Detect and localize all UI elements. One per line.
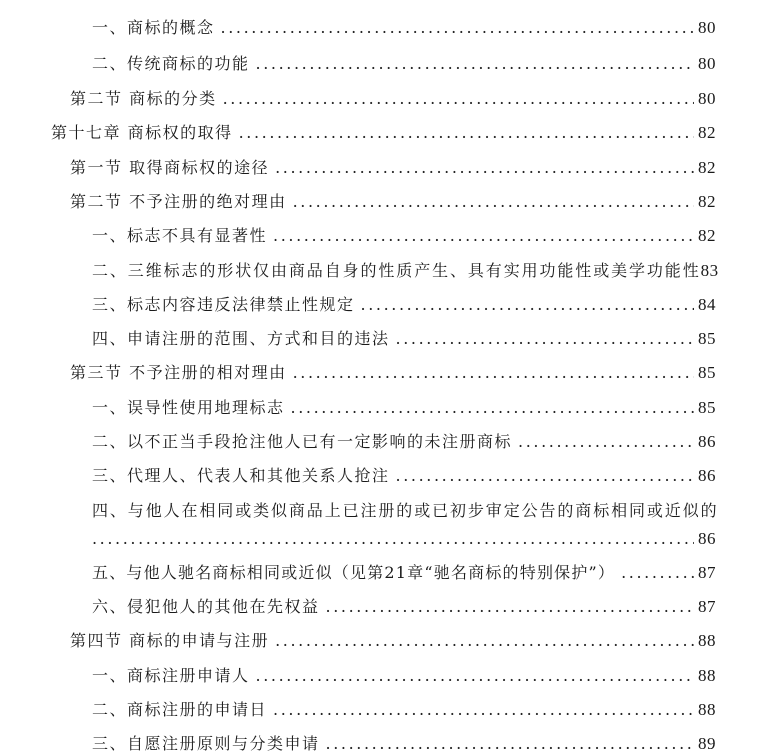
toc-entry-page: 80	[698, 89, 716, 108]
toc-entry[interactable]	[92, 422, 716, 452]
toc-entry[interactable]	[70, 353, 716, 383]
toc-entry-page: 89	[698, 734, 716, 753]
toc-entry-page: 82	[698, 158, 716, 177]
toc-entry-title: 三、代理人、代表人和其他关系人抢注	[92, 466, 390, 485]
toc-dot-leader	[291, 398, 694, 418]
toc-dot-leader	[396, 329, 694, 349]
toc-dot-leader	[361, 295, 694, 315]
toc-entry[interactable]	[92, 724, 716, 754]
toc-entry[interactable]	[92, 8, 716, 38]
toc-entry-page: 88	[698, 666, 716, 685]
toc-dot-leader	[293, 363, 694, 383]
toc-dot-leader	[273, 700, 694, 720]
toc-entry[interactable]	[51, 113, 716, 143]
toc-entry[interactable]	[92, 587, 716, 617]
toc-entry-title: 第四节 商标的申请与注册	[70, 631, 270, 650]
toc-entry-title: 一、标志不具有显著性	[92, 226, 268, 245]
toc-entry-page: 88	[698, 700, 716, 719]
toc-entry-page: 86	[698, 466, 716, 485]
toc-dot-leader	[275, 631, 694, 651]
toc-entry[interactable]	[92, 388, 716, 418]
toc-entry-page: 85	[698, 398, 716, 417]
toc-entry-title: 三、自愿注册原则与分类申请	[92, 734, 320, 753]
toc-dot-leader	[256, 54, 694, 74]
toc-entry[interactable]	[92, 44, 716, 74]
toc-entry-page: 80	[698, 54, 716, 73]
toc-entry-page: 86	[698, 529, 716, 548]
toc-dot-leader	[221, 18, 694, 38]
toc-entry-page: 84	[698, 295, 716, 314]
toc-entry[interactable]	[92, 216, 716, 246]
toc-entry[interactable]	[92, 251, 719, 281]
toc-dot-leader	[223, 89, 694, 109]
toc-entry[interactable]	[70, 621, 716, 651]
toc-entry-title: 一、商标注册申请人	[92, 666, 250, 685]
toc-entry-title: 五、与他人驰名商标相同或近似（见第21章“驰名商标的特别保护”）	[92, 563, 616, 582]
toc-entry-page: 85	[698, 329, 716, 348]
toc-dot-leader	[396, 466, 694, 486]
toc-entry-page: 80	[698, 18, 716, 37]
toc-entry-page: 82	[698, 192, 716, 211]
toc-dot-leader	[273, 226, 694, 246]
toc-entry-page: 82	[698, 226, 716, 245]
toc-entry[interactable]	[70, 182, 716, 212]
toc-entry-title: 一、误导性使用地理标志	[92, 398, 285, 417]
toc-entry-title: 二、传统商标的功能	[92, 54, 250, 73]
toc-dot-leader	[326, 734, 694, 754]
toc-dot-leader	[621, 563, 694, 583]
toc-entry-title: 六、侵犯他人的其他在先权益	[92, 597, 320, 616]
toc-entry[interactable]	[70, 148, 716, 178]
toc-entry-title: 三、标志内容违反法律禁止性规定	[92, 295, 355, 314]
toc-entry-page: 87	[698, 597, 716, 616]
toc-dot-leader	[256, 666, 694, 686]
toc-entry[interactable]	[92, 491, 719, 521]
toc-entry-page: 83	[700, 261, 719, 280]
toc-entry-title: 四、与他人在相同或类似商品上已注册的或已初步审定公告的商标相同或近似的	[92, 501, 719, 520]
toc-entry-title: 第十七章 商标权的取得	[51, 123, 233, 142]
toc-entry[interactable]	[92, 285, 716, 315]
toc-entry[interactable]	[92, 656, 716, 686]
toc-entry-title: 二、商标注册的申请日	[92, 700, 268, 719]
toc-dot-leader	[293, 192, 694, 212]
toc-entry-continuation[interactable]	[92, 519, 716, 549]
toc-entry[interactable]	[92, 553, 716, 583]
toc-dot-leader	[275, 158, 694, 178]
toc-entry-page: 86	[698, 432, 716, 451]
toc-entry[interactable]	[92, 319, 716, 349]
toc-entry-title: 四、申请注册的范围、方式和目的违法	[92, 329, 390, 348]
toc-dot-leader	[326, 597, 694, 617]
toc-dot-leader	[518, 432, 694, 452]
toc-entry-title: 第二节 商标的分类	[70, 89, 217, 108]
toc-entry-title: 第一节 取得商标权的途径	[70, 158, 270, 177]
toc-entry-title: 二、三维标志的形状仅由商品自身的性质产生、具有实用功能性或美学功能性	[92, 261, 701, 280]
toc-entry-title: 一、商标的概念	[92, 18, 215, 37]
toc-dot-leader	[92, 529, 694, 549]
toc-entry-page: 87	[698, 563, 716, 582]
toc-entry-page: 85	[698, 363, 716, 382]
toc-entry-title: 二、以不正当手段抢注他人已有一定影响的未注册商标	[92, 432, 513, 451]
toc-entry-title: 第三节 不予注册的相对理由	[70, 363, 287, 382]
toc-entry-page: 88	[698, 631, 716, 650]
toc-entry[interactable]	[92, 690, 716, 720]
toc-dot-leader	[239, 123, 694, 143]
toc-entry-page: 82	[698, 123, 716, 142]
toc-entry-title: 第二节 不予注册的绝对理由	[70, 192, 287, 211]
toc-entry[interactable]	[70, 79, 716, 109]
toc-entry[interactable]	[92, 456, 716, 486]
